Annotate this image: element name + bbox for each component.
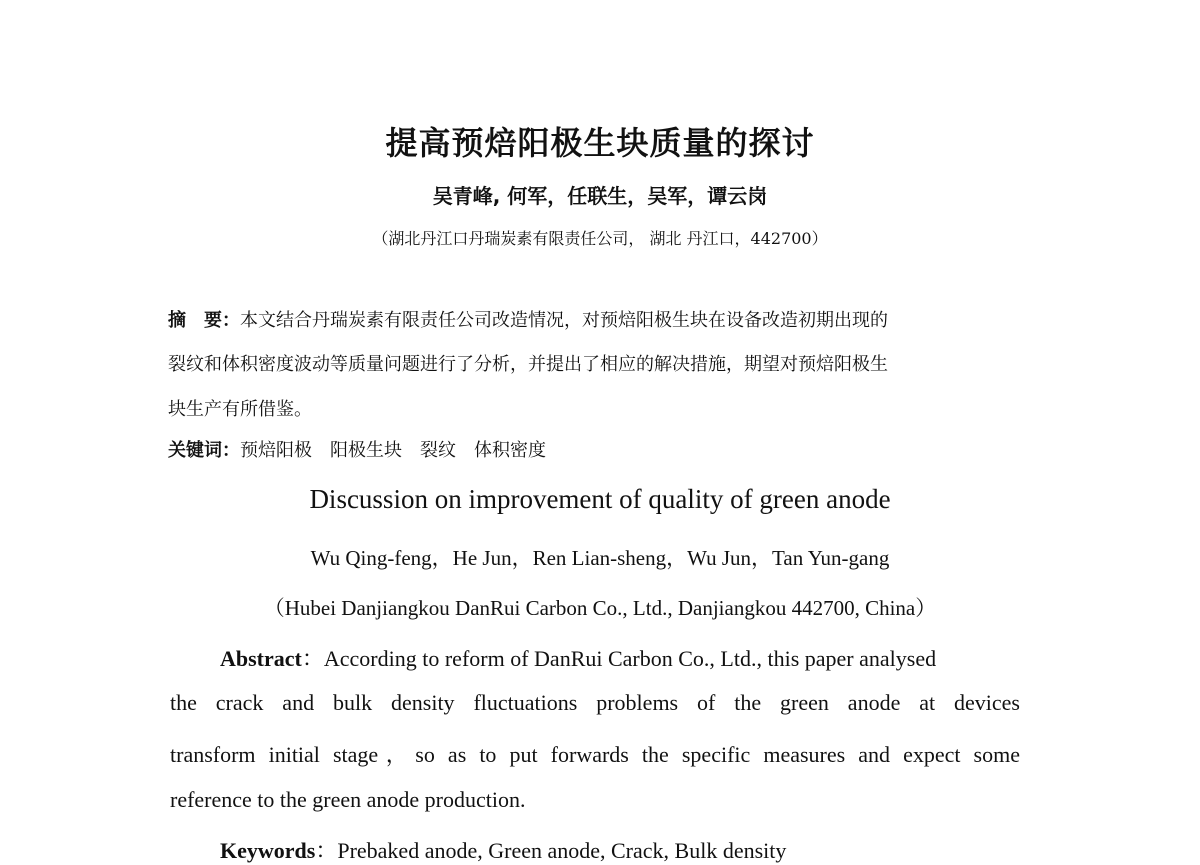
authors-zh: 吴青峰, 何军，任联生，吴军，谭云岗 xyxy=(432,184,768,208)
abstract-label-zh: 摘 要： xyxy=(168,310,240,331)
abstract-en-text-1: According to reform of DanRui Carbon Co., Ltd., this paper analysed xyxy=(323,646,937,671)
keywords-sep-en: ： xyxy=(315,838,338,863)
affiliation-zh: （湖北丹江口丹瑞炭素有限责任公司， 湖北 丹江口，442700） xyxy=(372,229,828,248)
paper-title-zh: 提高预焙阳极生块质量的探讨 xyxy=(385,124,815,162)
abstract-en-line-2: the crack and bulk density fluctuations problems of the green anode at devices xyxy=(170,690,1020,715)
abstract-zh-line-2: 裂纹和体积密度波动等质量问题进行了分析，并提出了相应的解决措施，期望对预焙阳极生 xyxy=(168,354,888,375)
keywords-label-en: Keywords xyxy=(220,838,316,863)
authors-en: Wu Qing-feng，He Jun，Ren Lian-sheng，Wu Jun，Tan Yun-gang xyxy=(310,546,890,570)
abstract-en-line-4: reference to the green anode production. xyxy=(170,787,526,812)
keywords-zh-text: 预焙阳极 阳极生块 裂纹 体积密度 xyxy=(240,440,546,461)
abstract-sep-en: ： xyxy=(301,646,324,671)
keywords-label-zh: 关键词： xyxy=(168,440,240,461)
abstract-zh-text: 本文结合丹瑞炭素有限责任公司改造情况，对预焙阳极生块在设备改造初期出现的 xyxy=(240,310,888,331)
affiliation-en: （Hubei Danjiangkou DanRui Carbon Co., Ltd., Danjiangkou 442700, China） xyxy=(263,596,937,620)
keywords-en xyxy=(220,834,786,865)
keywords-en-text: Prebaked anode, Green anode, Crack, Bulk density xyxy=(337,838,787,863)
abstract-zh-line-1 xyxy=(168,306,888,332)
keywords-zh xyxy=(168,436,546,462)
abstract-zh-line-3: 块生产有所借鉴。 xyxy=(168,399,312,420)
paper-title-en: Discussion on improvement of quality of green anode xyxy=(309,484,891,514)
abstract-en-line-3: transform initial stage，so as to put forwards the specific measures and expect some xyxy=(170,742,1020,767)
abstract-label-en: Abstract xyxy=(220,646,302,671)
abstract-en-line-1 xyxy=(220,642,936,673)
